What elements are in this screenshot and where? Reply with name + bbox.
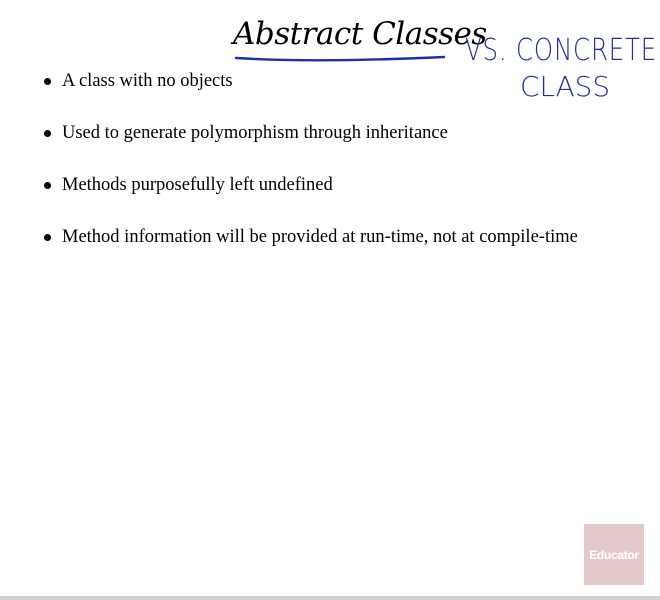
bullet-dot-icon xyxy=(44,234,51,241)
slide-title: Abstract Classes xyxy=(233,16,487,52)
bullet-item xyxy=(42,68,632,94)
bullet-dot-icon xyxy=(44,130,51,137)
bullet-text: Used to generate polymorphism through inheritance xyxy=(62,123,448,143)
bullet-item xyxy=(42,120,632,146)
bullet-text: A class with no objects xyxy=(62,71,233,91)
bullet-item xyxy=(42,224,632,250)
educator-logo: Educator xyxy=(584,524,644,585)
handwritten-note-line1: VS. CONCRETE xyxy=(465,33,657,68)
bullet-text: Method information will be provided at run-time, not at compile-time xyxy=(62,227,578,247)
title-underline-stroke xyxy=(236,57,444,60)
bullet-list xyxy=(42,68,632,276)
bullet-dot-icon xyxy=(44,78,51,85)
bullet-dot-icon xyxy=(44,182,51,189)
handwritten-note-line2: CLASS xyxy=(520,70,610,103)
bottom-divider xyxy=(0,596,660,600)
bullet-text: Methods purposefully left undefined xyxy=(62,175,333,195)
bullet-item xyxy=(42,172,632,198)
